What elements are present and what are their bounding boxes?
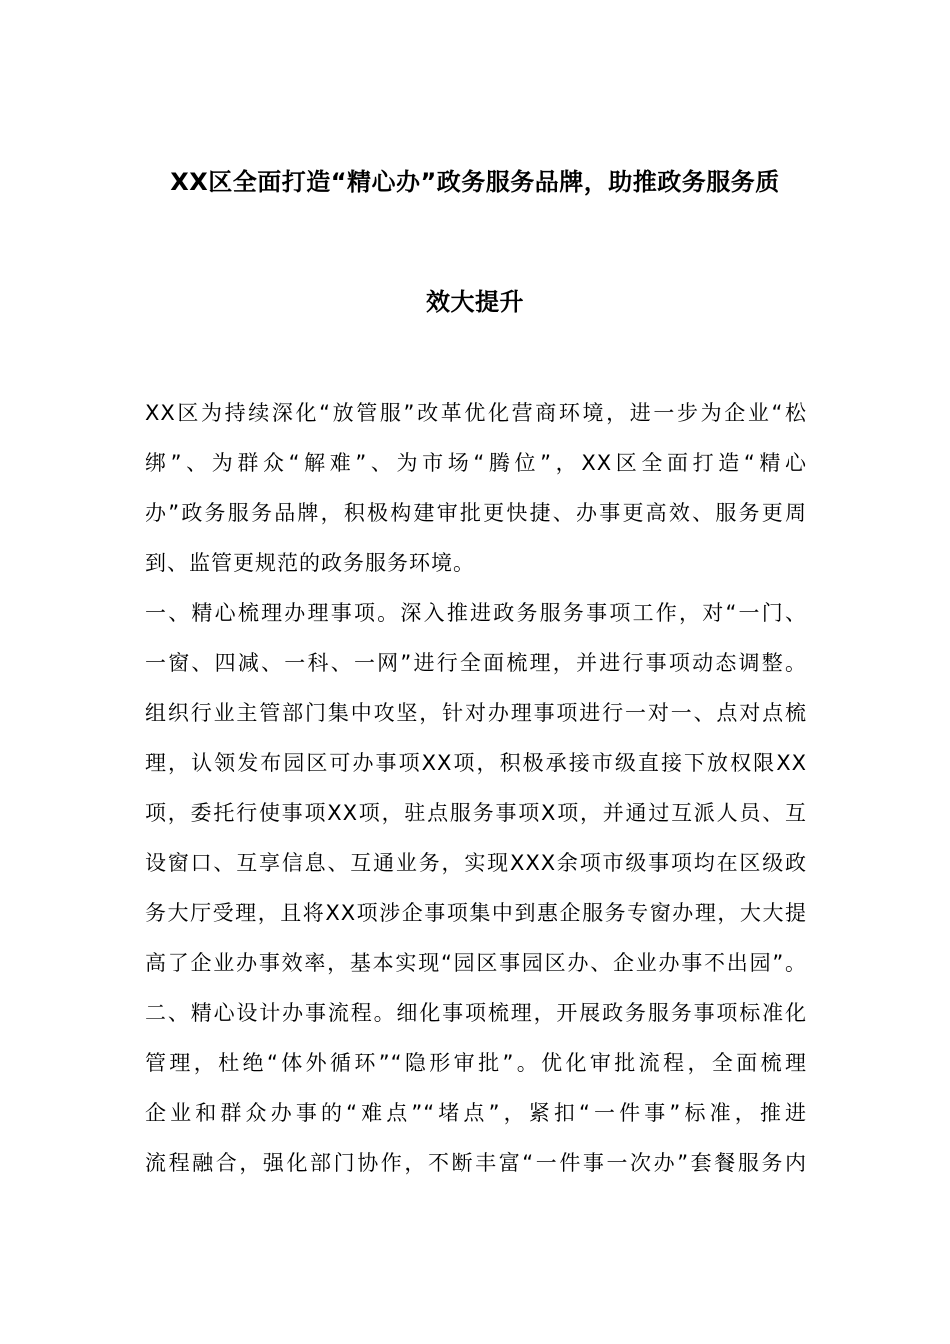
- body-text-line: 项，委托行使事项XX项，驻点服务事项X项，并通过互派人员、互: [145, 801, 807, 825]
- body-text-line: 二、精心设计办事流程。细化事项梳理，开展政务服务事项标准化: [145, 1001, 807, 1025]
- body-text-line: 高了企业办事效率，基本实现“园区事园区办、企业办事不出园”。: [145, 951, 807, 975]
- body-text-line: 理，认领发布园区可办事项XX项，积极承接市级直接下放权限XX: [145, 751, 807, 775]
- body-text-line: 一窗、四减、一科、一网”进行全面梳理，并进行事项动态调整。: [145, 651, 807, 675]
- body-text-line: 设窗口、互享信息、互通业务，实现XXX余项市级事项均在区级政: [145, 851, 807, 875]
- body-text-line: XX区为持续深化“放管服”改革优化营商环境，进一步为企业“松: [145, 401, 807, 425]
- body-text-line: 绑”、为群众“解难”、为市场“腾位”，XX区全面打造“精心: [145, 451, 807, 475]
- body-text-line: 管理，杜绝“体外循环”“隐形审批”。优化审批流程，全面梳理: [145, 1051, 807, 1075]
- body-text-line: 流程融合，强化部门协作，不断丰富“一件事一次办”套餐服务内: [145, 1151, 807, 1175]
- body-text-line: 到、监管更规范的政务服务环境。: [145, 551, 475, 575]
- document-title-line-1: XX区全面打造“精心办”政务服务品牌，助推政务服务质: [170, 168, 780, 196]
- body-text-line: 务大厅受理，且将XX项涉企事项集中到惠企服务专窗办理，大大提: [145, 901, 807, 925]
- body-text-line: 一、精心梳理办理事项。深入推进政务服务事项工作，对“一门、: [145, 601, 807, 625]
- body-text-line: 组织行业主管部门集中攻坚，针对办理事项进行一对一、点对点梳: [145, 701, 807, 725]
- body-text-line: 办”政务服务品牌，积极构建审批更快捷、办事更高效、服务更周: [145, 501, 807, 525]
- body-text-line: 企业和群众办事的“难点”“堵点”，紧扣“一件事”标准，推进: [145, 1101, 807, 1125]
- document-title-line-2: 效大提升: [426, 288, 524, 316]
